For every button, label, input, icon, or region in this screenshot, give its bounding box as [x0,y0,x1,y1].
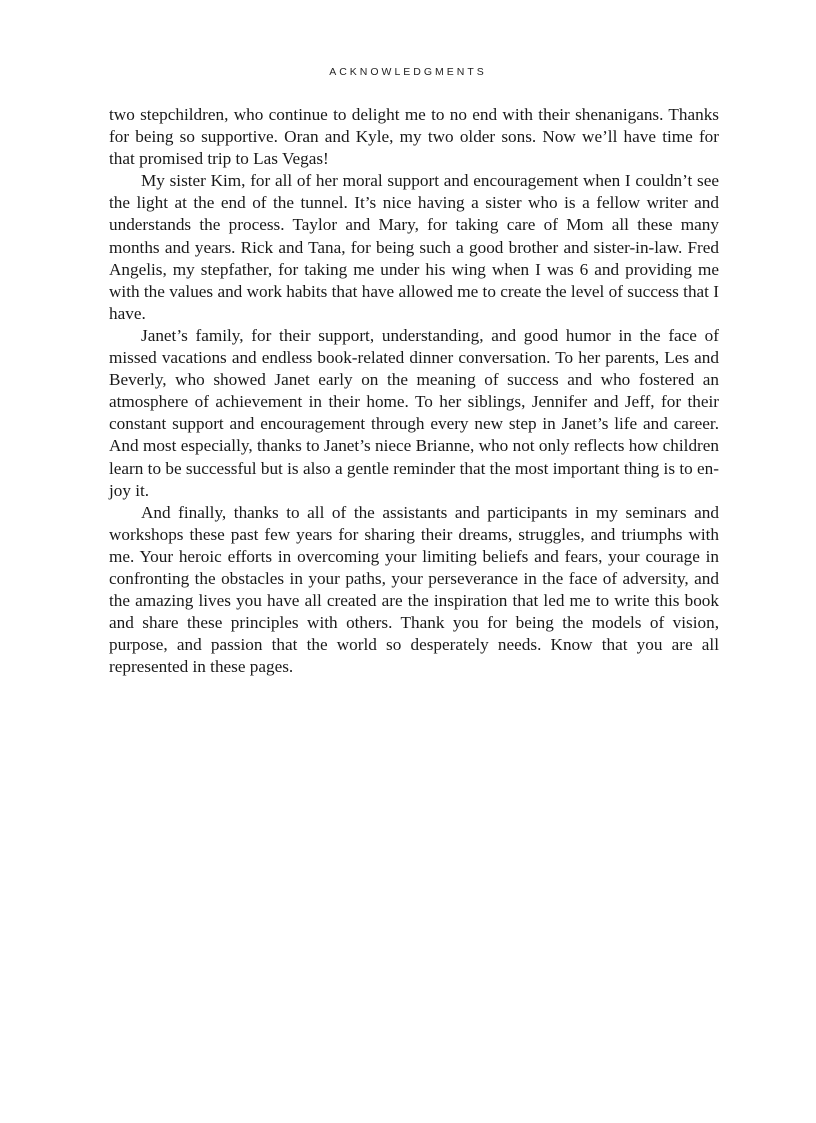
paragraph-continued: two stepchildren, who continue to delight me to no end with their shenanigans. Thanks for being so supportive. Oran and Kyle, my two older sons. Now we’ll have time for that promised trip to Las Vegas! [109,105,719,169]
acknowledgments-body [109,104,719,678]
running-head: ACKNOWLEDGMENTS [329,66,487,78]
paragraph-seminar-participants: And finally, thanks to all of the assistants and participants in my seminars and workshops these past few years for sharing their dreams, struggles, and triumphs with me. Your heroic efforts in overcoming your limiting beliefs and fears, your courage in confronting the obstacles in your paths, your perseverance in the face of adversity, and the amazing lives you have all created are the inspiration that led me to write this book and share these principles with others. Thank you for being the models of vision, purpose, and passion that the world so desperately needs. Know that you are all represented in these pages. [109,502,719,677]
paragraph-sister: My sister Kim, for all of her moral support and encouragement when I couldn’t see the light at the end of the tunnel. It’s nice having a sister who is a fellow writer and understands the process. Taylor and Mary, for taking care of Mom all these many months and years. Rick and Tana, for being such a good brother and sister-in-law. Fred Angelis, my stepfather, for taking me under his wing when I was 6 and providing me with the values and work habits that have allowed me to create the level of success that I have. [109,171,719,323]
paragraph-janets-family: Janet’s family, for their support, understanding, and good humor in the face of missed vacations and endless book-related dinner conversation. To her parents, Les and Beverly, who showed Janet early on the meaning of success and who fostered an atmosphere of achievement in their home. To her siblings, Jennifer and Jeff, for their constant support and encouragement through every new step in Janet’s life and career. And most especially, thanks to Janet’s niece Brianne, who not only reflects how children learn to be successful but is also a gentle reminder that the most important thing is to enjoy it. [109,325,719,500]
